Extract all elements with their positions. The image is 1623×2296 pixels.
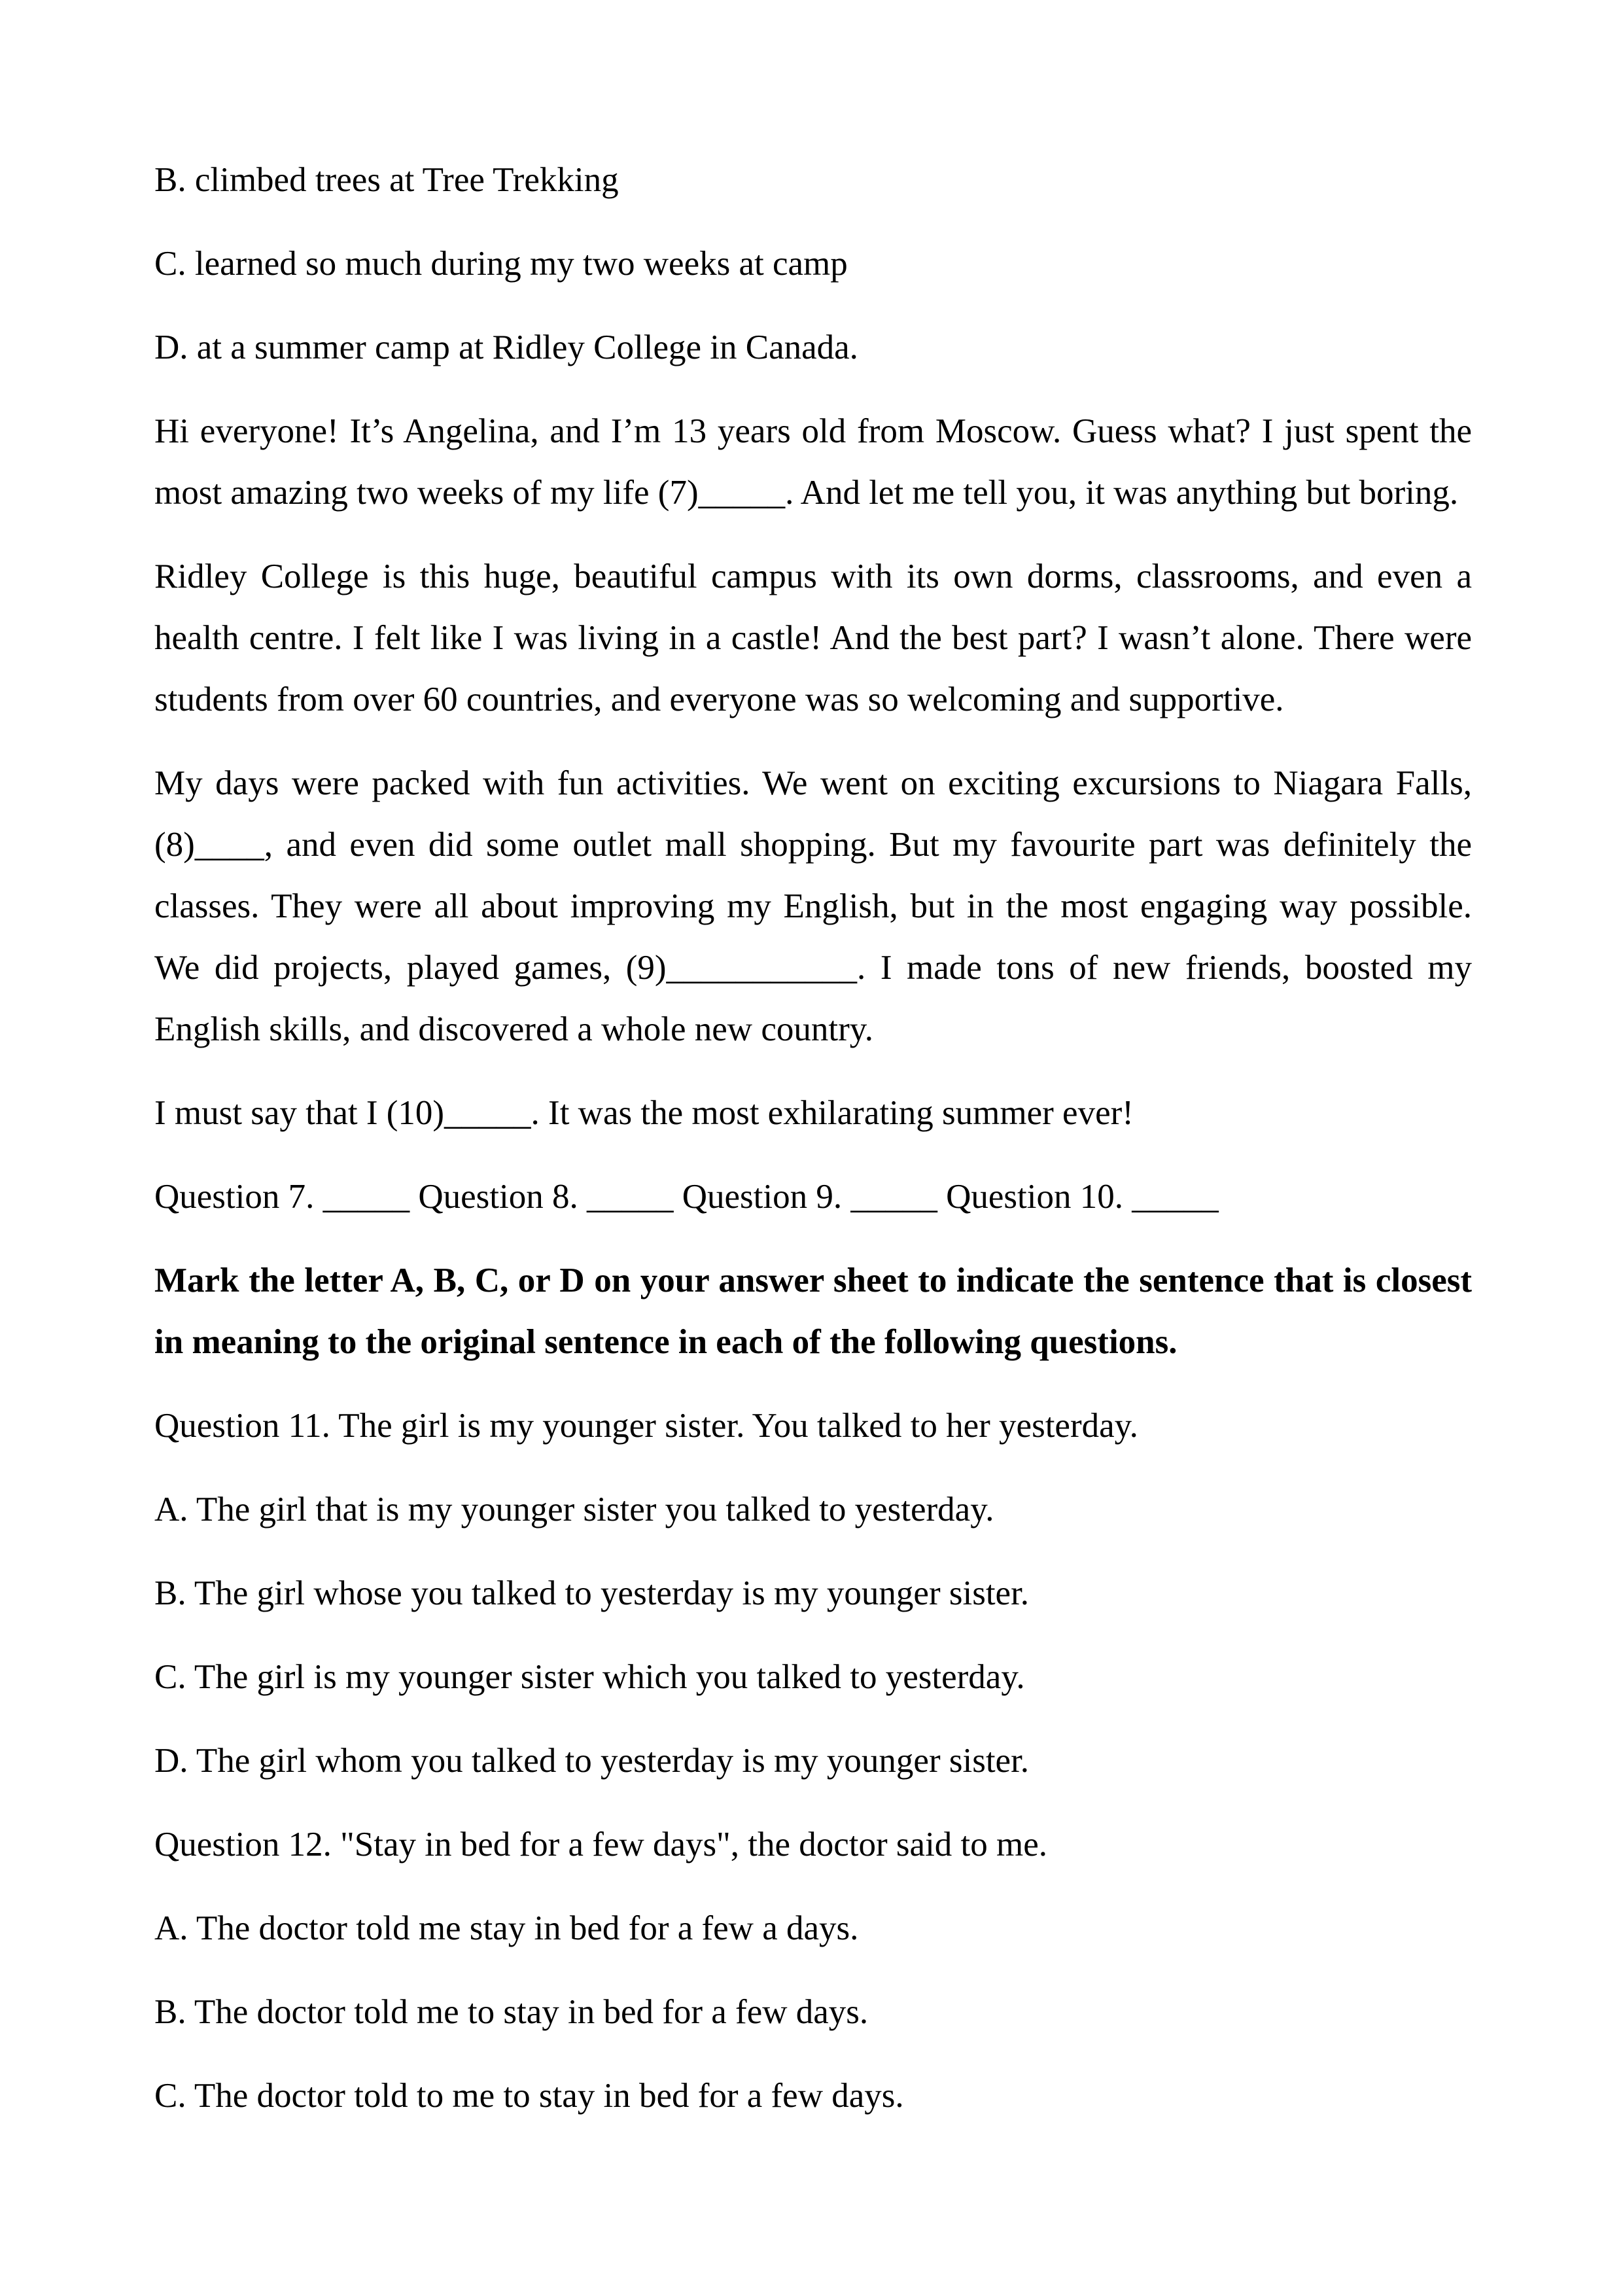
question-11-option-d: D. The girl whom you talked to yesterday is my younger sister. (154, 1742, 1030, 1780)
question-11-option-a: A. The girl that is my younger sister you talked to yesterday. (154, 1491, 994, 1528)
answer-line: Question 7. _____ Question 8. _____ Question 9. _____ Question 10. _____ (154, 1178, 1219, 1216)
question-11-option-c: C. The girl is my younger sister which you talked to yesterday. (154, 1658, 1025, 1696)
option-c-prev: C. learned so much during my two weeks at camp (154, 245, 848, 283)
passage-paragraph-3: My days were packed with fun activities. We went on exciting excursions to Niagara Falls, (8)____, and even did some outlet mall shopping. But my favourite part was definitely the classes. They were all about improving my English, but in the most engaging way possible. We did projects, played games, (9)___________. I made tons of new friends, boosted my English skills, and discovered a whole new country. (154, 764, 1472, 1048)
passage-paragraph-2: Ridley College is this huge, beautiful campus with its own dorms, classrooms, and even a health centre. I felt like I was living in a castle! And the best part? I wasn’t alone. There were students from over 60 countries, and everyone was so welcoming and supportive. (154, 557, 1472, 718)
document-page (154, 149, 1472, 2149)
question-12-option-a: A. The doctor told me stay in bed for a few a days. (154, 1909, 859, 1947)
passage-paragraph-4: I must say that I (10)_____. It was the most exhilarating summer ever! (154, 1094, 1134, 1132)
question-11-option-b: B. The girl whose you talked to yesterday is my younger sister. (154, 1574, 1030, 1612)
question-12: Question 12. "Stay in bed for a few days", the doctor said to me. (154, 1826, 1048, 1863)
passage-paragraph-1: Hi everyone! It’s Angelina, and I’m 13 years old from Moscow. Guess what? I just spent the most amazing two weeks of my life (7)_____. And let me tell you, it was anything but boring. (154, 412, 1472, 512)
option-d-prev: D. at a summer camp at Ridley College in Canada. (154, 328, 858, 366)
section-instruction: Mark the letter A, B, C, or D on your answer sheet to indicate the sentence that is closest in meaning to the original sentence in each of the following questions. (154, 1262, 1472, 1361)
option-b-prev: B. climbed trees at Tree Trekking (154, 161, 619, 199)
question-12-option-b: B. The doctor told me to stay in bed for a few days. (154, 1993, 869, 2031)
question-12-option-c: C. The doctor told to me to stay in bed for a few days. (154, 2077, 904, 2115)
question-11: Question 11. The girl is my younger sister. You talked to her yesterday. (154, 1407, 1138, 1445)
